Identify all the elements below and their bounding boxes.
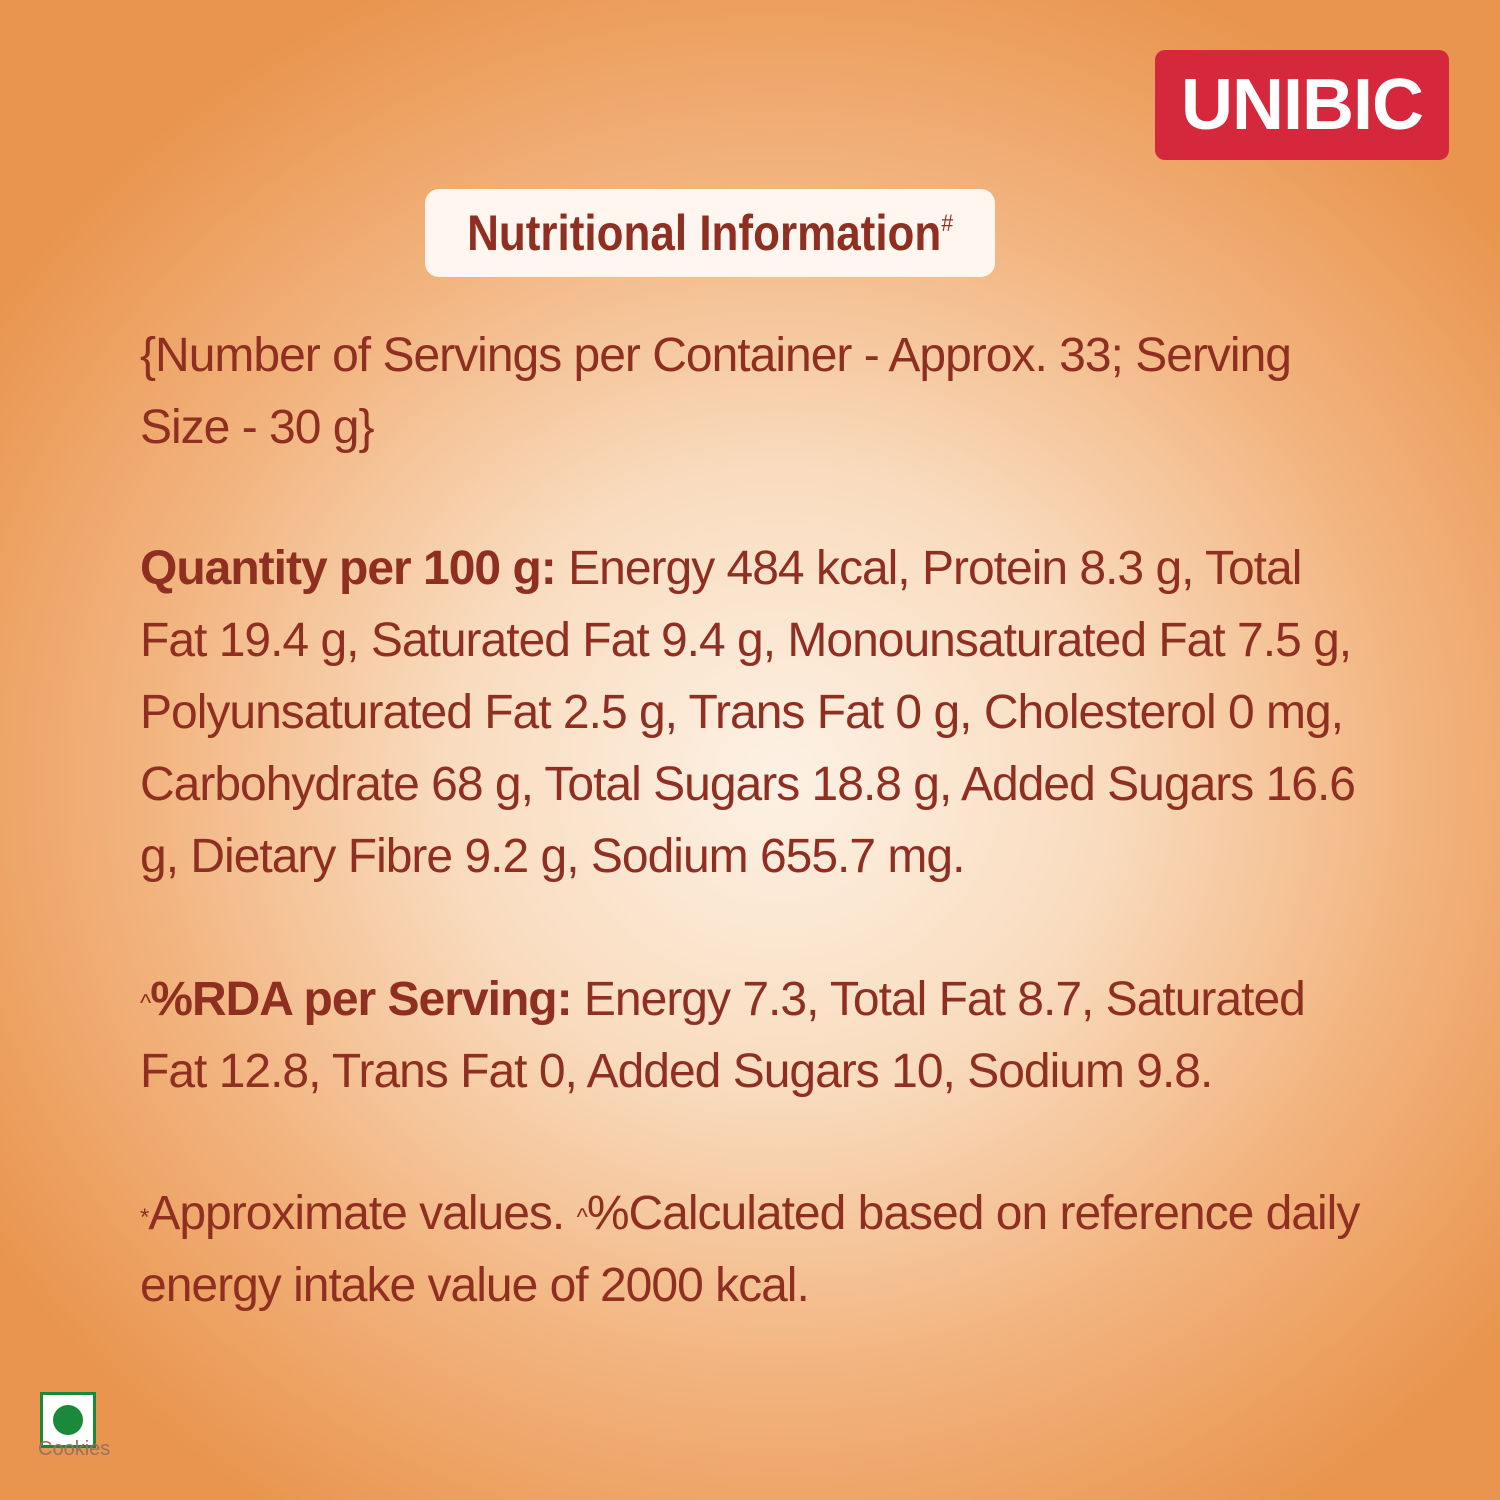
rda-text: Energy 7.3, Total Fat 8.7, Saturated Fat 12.8, Trans Fat 0, Added Sugars 10, Sodium 9.8. (140, 973, 1305, 1098)
rda-label: %RDA per Serving: (150, 973, 572, 1026)
servings-text: {Number of Servings per Container - Approx. 33; Serving Size - 30 g} (140, 329, 1291, 454)
footnote-mark-1: * (140, 1204, 149, 1231)
quantity-text: Energy 484 kcal, Protein 8.3 g, Total Fat 19.4 g, Saturated Fat 9.4 g, Monounsaturated Fat 7.5 g, Polyunsaturated Fat 2.5 g, Trans Fat 0 g, Cholesterol 0 mg, Carbohydrate 68 g, Total Sugars 18.8 g, Added Sugars 16.6 g, Dietary Fibre 9.2 g, Sodium 655.7 mg. (140, 542, 1355, 883)
rda-info (140, 964, 1380, 1108)
brand-logo-text: UNIBIC (1181, 65, 1423, 145)
brand-logo (1155, 50, 1449, 160)
veg-dot-icon (53, 1405, 83, 1435)
rda-mark: ^ (140, 990, 151, 1017)
title-mark: # (941, 210, 953, 237)
footnote (140, 1178, 1380, 1322)
veg-symbol-label: Cookies (38, 1438, 111, 1460)
page-title (467, 204, 953, 262)
page-title-text: Nutritional Information (467, 205, 942, 261)
title-pill (425, 189, 995, 277)
quantity-label: Quantity per 100 g: (140, 542, 556, 595)
footnote-text-2: %Calculated based on reference daily energy intake value of 2000 kcal. (140, 1187, 1360, 1312)
servings-info (140, 320, 1380, 464)
quantity-info (140, 533, 1380, 893)
footnote-text-1: Approximate values. (148, 1187, 577, 1240)
footnote-mark-2: ^ (576, 1204, 587, 1231)
